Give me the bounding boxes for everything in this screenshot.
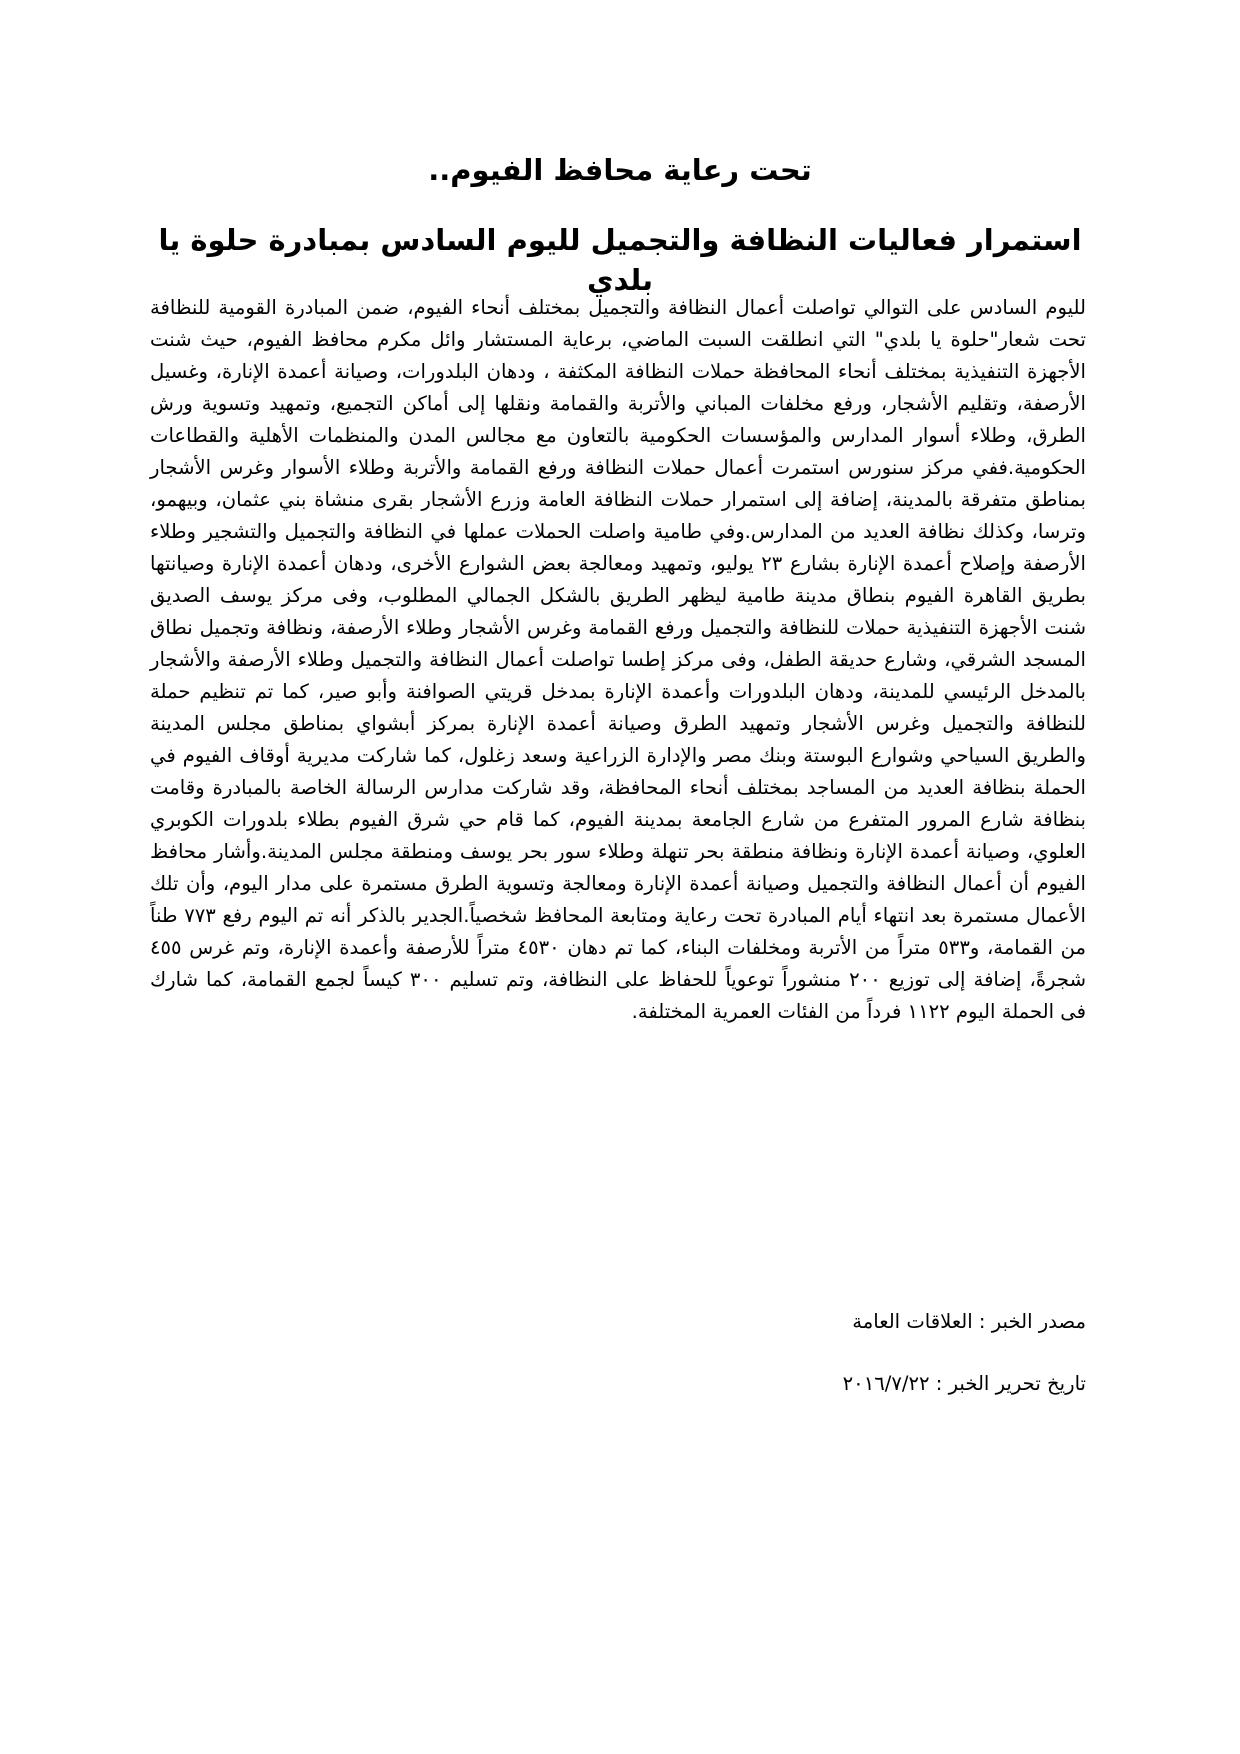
document-title: تحت رعاية محافظ الفيوم.. [428, 153, 812, 187]
news-source: مصدر الخبر : العلاقات العامة [852, 1310, 1086, 1333]
document-headline: استمرار فعاليات النظافة والتجميل لليوم السادس بمبادرة حلوة يا بلدي [158, 223, 1082, 297]
article-body: لليوم السادس على التوالي تواصلت أعمال النظافة والتجميل بمختلف أنحاء الفيوم، ضمن المبادرة القومية للنظافة تحت شعار"حلوة يا بلدي" التي انطلقت السبت الماضي، برعاية المستشار وائل مكرم محافظ الفيوم، حيث شنت الأجهزة التنفيذية بمختلف أنحاء المحافظة حملات النظافة المكثفة ، ودهان البلدورات، وصيانة أعمدة الإنارة، وغسيل الأرصفة، وتقليم الأشجار، ورفع مخلفات المباني والأتربة والقمامة ونقلها إلى أماكن التجميع، وتمهيد وتسوية ورش الطرق، وطلاء أسوار المدارس والمؤسسات الحكومية بالتعاون مع مجالس المدن والمنظمات الأهلية والقطاعات الحكومية.ففي مركز سنورس استمرت أعمال حملات النظافة ورفع القمامة والأتربة وطلاء الأسوار وغرس الأشجار بمناطق متفرقة بالمدينة، إضافة إلى استمرار حملات النظافة العامة وزرع الأشجار بقرى منشاة بني عثمان، وبيهمو، وترسا، وكذلك نظافة العديد من المدارس.وفي طامية واصلت الحملات عملها في النظافة والتجميل والتشجير وطلاء الأرصفة وإصلاح أعمدة الإنارة بشارع ٢٣ يوليو، وتمهيد ومعالجة بعض الشوارع الأخرى، ودهان أعمدة الإنارة وصيانتها بطريق القاهرة الفيوم بنطاق مدينة طامية ليظهر الطريق بالشكل الجمالي المطلوب، وفى مركز يوسف الصديق شنت الأجهزة التنفيذية حملات للنظافة والتجميل ورفع القمامة وغرس الأشجار وطلاء الأرصفة، ونظافة وتجميل نطاق المسجد الشرقي، وشارع حديقة الطفل، وفى مركز إطسا تواصلت أعمال النظافة والتجميل وطلاء الأرصفة والأشجار بالمدخل الرئيسي للمدينة، ودهان البلدورات وأعمدة الإنارة بمدخل قريتي الصوافنة وأبو صير، كما تم تنظيم حملة للنظافة والتجميل وغرس الأشجار وتمهيد الطرق وصيانة أعمدة الإنارة بمركز أبشواي بمناطق مجلس المدينة والطريق السياحي وشوارع البوستة وبنك مصر والإدارة الزراعية وسعد زغلول، كما شاركت مديرية أوقاف الفيوم في الحملة بنظافة العديد من المساجد بمختلف أنحاء المحافظة، وقد شاركت مدارس الرسالة الخاصة بالمبادرة وقامت بنظافة شارع المرور المتفرع من شارع الجامعة بمدينة الفيوم، كما قام حي شرق الفيوم بطلاء بلدورات الكوبري العلوي، وصيانة أعمدة الإنارة ونظافة منطقة بحر تنهلة وطلاء سور بحر يوسف ومنطقة مجلس المدينة.وأشار محافظ الفيوم أن أعمال النظافة والتجميل وصيانة أعمدة الإنارة ومعالجة وتسوية الطرق مستمرة على مدار اليوم، وأن تلك الأعمال مستمرة بعد انتهاء أيام المبادرة تحت رعاية ومتابعة المحافظ شخصياً.الجدير بالذكر أنه تم اليوم رفع ٧٧٣ طناً من القمامة، و٥٣٣ متراً من الأتربة ومخلفات البناء، كما تم دهان ٤٥٣٠ متراً للأرصفة وأعمدة الإنارة، وتم غرس ٤٥٥ شجرةً، إضافة إلى توزيع ٢٠٠ منشوراً توعوياً للحفاظ على النظافة، وتم تسليم ٣٠٠ كيساً لجمع القمامة، كما شارك فى الحملة اليوم ١١٢٢ فرداً من الفئات العمرية المختلفة. [150, 296, 1087, 1023]
news-date: تاريخ تحرير الخبر : ٢٠١٦/٧/٢٢ [842, 1372, 1086, 1395]
